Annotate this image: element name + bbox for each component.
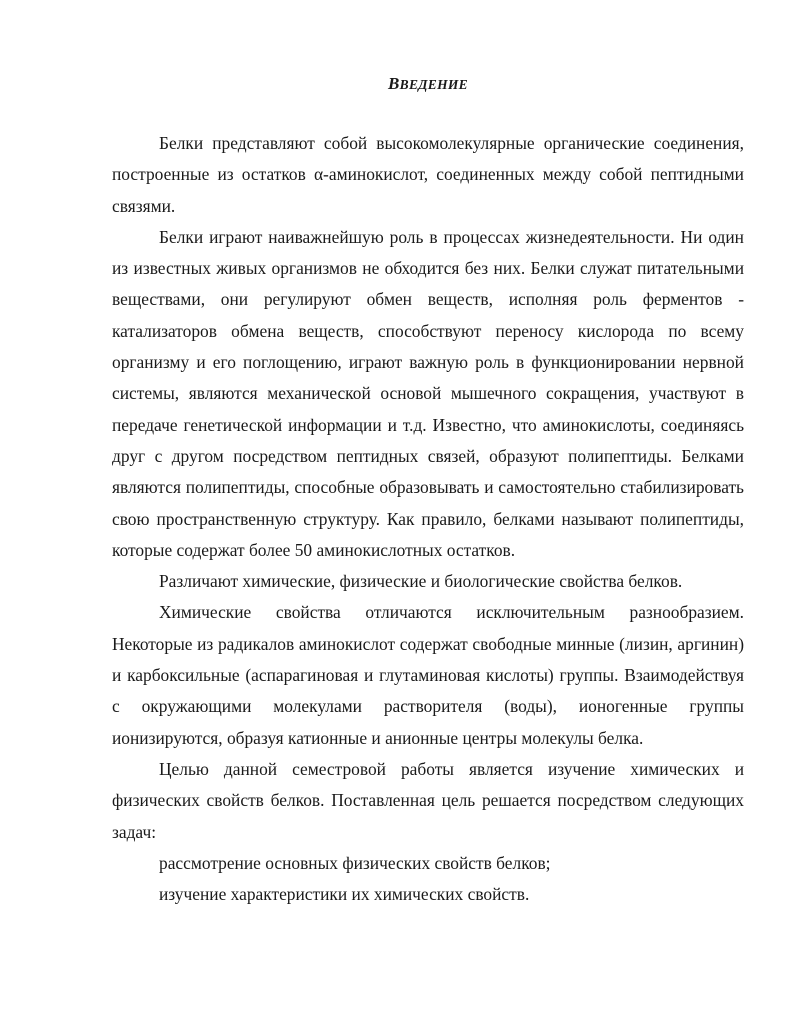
paragraph-protein-role: Белки играют наиважнейшую роль в процессах жизнедеятельности. Ни один из известных живых организмов не обходится без них. Белки служат питательными веществами, они регулируют обмен веществ, исполняя роль ферментов - катализаторов обмена веществ, способствуют переносу кислорода по всему организму и его поглощению, играют важную роль в функционировании нервной системы, являются механической основой мышечного сокращения, участвуют в передаче генетической информации и т.д. Известно, что аминокислоты, соединяясь друг с другом посредством пептидных связей, образуют полипептиды. Белками являются полипептиды, способные образовывать и самостоятельно стабилизировать свою пространственную структуру. Как правило, белками называют полипептиды, которые содержат более 50 аминокислотных остатков.: [112, 226, 744, 560]
title-rest: ВЕДЕНИЕ: [399, 77, 468, 92]
paragraph-intro: Белки представляют собой высокомолекулярные органические соединения, построенные из остатков α-аминокислот, соединенных между собой пептидными связями.: [112, 133, 744, 216]
task-item: рассмотрение основных физических свойств белков;: [159, 852, 551, 873]
paragraph-goal: Целью данной семестровой работы является изучение химических и физических свойств белков. Поставленная цель решается посредством следующих задач:: [112, 758, 744, 842]
document-title: [112, 72, 744, 97]
document-page: [112, 72, 744, 910]
task-item: изучение характеристики их химических свойств.: [159, 884, 530, 905]
paragraph-chemical-properties: Химические свойства отличаются исключительным разнообразием. Некоторые из радикалов аминокислот содержат свободные минные (лизин, аргинин) и карбоксильные (аспарагиновая и глутаминовая кислоты) группы. Взаимодействуя с окружающими молекулами растворителя (воды), ионогенные группы ионизируются, образуя катионные и анионные центры молекулы белка.: [112, 602, 744, 748]
paragraph-properties: Различают химические, физические и биологические свойства белков.: [159, 571, 683, 592]
title-initial: В: [388, 74, 400, 93]
